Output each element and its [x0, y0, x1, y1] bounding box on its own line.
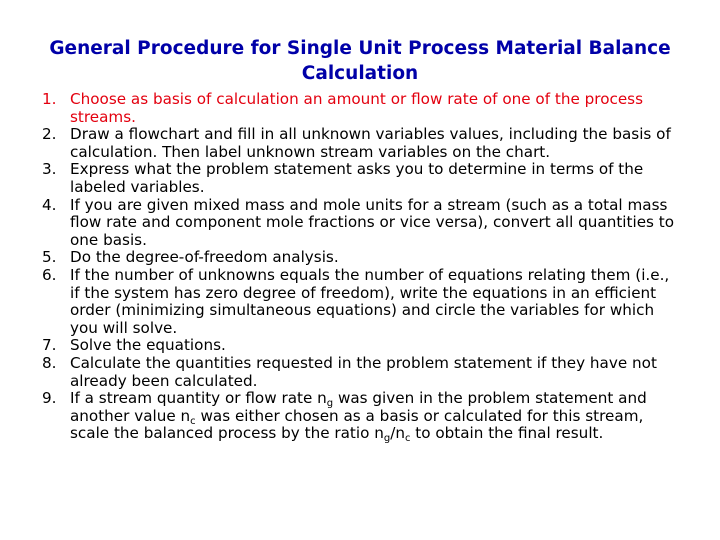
item-text: Express what the problem statement asks you to determine in terms of the labeled variables.: [70, 160, 644, 196]
subscript: g: [383, 433, 391, 445]
item-text: If you are given mixed mass and mole units for a stream (such as a total mass flow rate and component mole fractions or vice versa), convert all quantities to one basis.: [70, 195, 675, 249]
item-number: 7.: [42, 336, 57, 355]
slide-title: General Procedure for Single Unit Process Material Balance Calculation: [49, 38, 671, 84]
subscript: c: [190, 415, 196, 427]
item-number: 8.: [42, 353, 57, 372]
item-number: 2.: [42, 125, 57, 144]
item-number: 4.: [42, 195, 57, 214]
item-text: Choose as basis of calculation an amount or flow rate of one of the process streams.: [70, 90, 644, 126]
text-segment: to obtain the final result.: [410, 424, 604, 443]
item-text: If the number of unknowns equals the number of equations relating them (i.e., if the system has zero degree of freedom), write the equations in an efficient order (minimizing simultaneous equations) and circle the variables for which you will solve.: [70, 265, 670, 337]
item-text: [70, 389, 647, 445]
item-number: 5.: [42, 248, 57, 267]
item-text: Do the degree-of-freedom analysis.: [70, 248, 339, 267]
item-number: 6.: [42, 265, 57, 284]
text-segment: was given in the problem statement and another value n: [70, 389, 647, 425]
item-text: Solve the equations.: [70, 336, 226, 355]
text-segment: was either chosen as a basis or calculated for this stream, scale the balanced process by the ratio n: [70, 406, 644, 443]
list-item: [40, 267, 680, 337]
list-item: [40, 161, 680, 196]
item-text: Draw a flowchart and fill in all unknown variables values, including the basis of calculation. Then label unknown stream variables on the chart.: [70, 125, 671, 161]
list-item: [40, 249, 680, 267]
subscript: c: [404, 433, 411, 445]
item-number: 3.: [42, 160, 57, 179]
list-item: [40, 126, 680, 161]
list-item: [40, 390, 680, 443]
text-segment: /n: [390, 424, 405, 443]
procedure-list: [40, 91, 680, 443]
list-item: [40, 197, 680, 250]
item-number: 1.: [42, 90, 57, 108]
subscript: g: [326, 398, 334, 410]
list-item: [40, 337, 680, 355]
list-item: [40, 91, 680, 126]
text-segment: If a stream quantity or flow rate n: [70, 389, 327, 408]
item-text: Calculate the quantities requested in the problem statement if they have not already been calculated.: [70, 353, 657, 390]
item-number: 9.: [42, 389, 57, 408]
list-item: [40, 355, 680, 390]
